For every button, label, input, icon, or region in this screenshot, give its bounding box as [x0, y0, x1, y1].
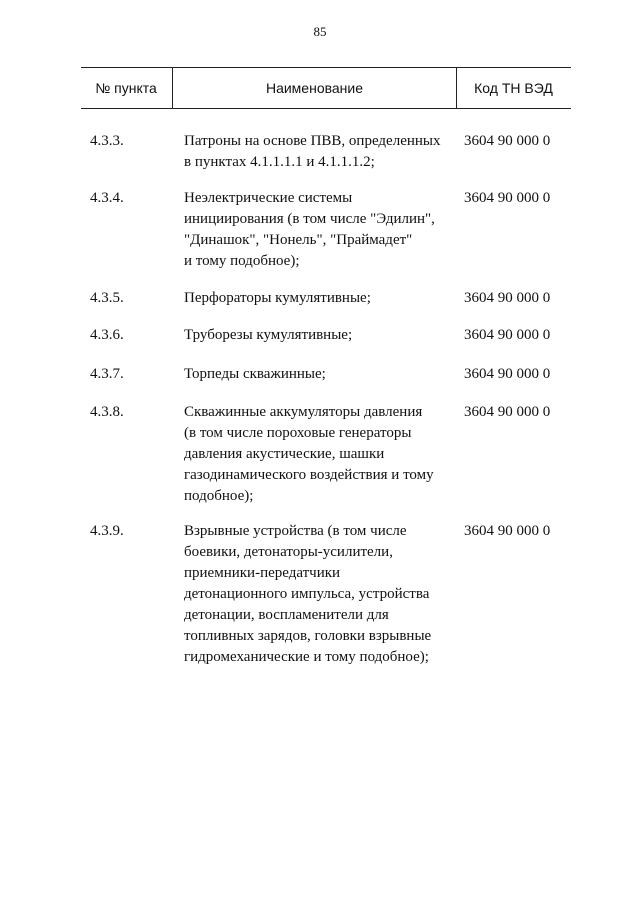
- item-name-line: Неэлектрические системы: [184, 190, 353, 206]
- item-code: 3604 90 000 0: [464, 327, 551, 343]
- item-name-line: гидромеханические и тому подобное);: [184, 649, 429, 665]
- item-code: 3604 90 000 0: [464, 404, 551, 420]
- item-code: 3604 90 000 0: [464, 190, 551, 206]
- item-name-line: топливных зарядов, головки взрывные: [184, 628, 432, 644]
- item-name-line: подобное);: [184, 488, 254, 504]
- item-name-line: "Динашок", "Нонель", "Праймадет": [184, 232, 413, 248]
- item-name-line: газодинамического воздействия и тому: [184, 467, 434, 483]
- item-number: 4.3.5.: [90, 290, 124, 306]
- item-number: 4.3.3.: [90, 133, 124, 149]
- item-name-line: инициирования (в том числе "Эдилин",: [184, 211, 435, 227]
- item-name-line: и тому подобное);: [184, 253, 300, 269]
- item-number: 4.3.9.: [90, 523, 124, 539]
- item-name-line: Торпеды скважинные;: [184, 366, 326, 382]
- item-code: 3604 90 000 0: [464, 523, 551, 539]
- item-name: [184, 325, 456, 346]
- header-name: Наименование: [172, 68, 457, 108]
- item-name-line: детонационного импульса, устройства: [184, 586, 430, 602]
- item-number: 4.3.7.: [90, 366, 124, 382]
- item-name: [184, 131, 456, 173]
- item-number: 4.3.4.: [90, 190, 124, 206]
- item-number: 4.3.8.: [90, 404, 124, 420]
- item-name-line: приемники-передатчики: [184, 565, 341, 581]
- item-name-line: боевики, детонаторы-усилители,: [184, 544, 393, 560]
- item-code: 3604 90 000 0: [464, 290, 551, 306]
- item-name-line: Труборезы кумулятивные;: [184, 327, 353, 343]
- item-name-line: Перфораторы кумулятивные;: [184, 290, 371, 306]
- item-name: [184, 288, 456, 309]
- item-name-line: Скважинные аккумуляторы давления: [184, 404, 423, 420]
- header-code: Код ТН ВЭД: [474, 80, 553, 96]
- item-name-line: Патроны на основе ПВВ, определенных: [184, 133, 441, 149]
- item-code: 3604 90 000 0: [464, 366, 551, 382]
- item-name-line: (в том числе пороховые генераторы: [184, 425, 412, 441]
- item-name: [184, 521, 456, 668]
- item-name-line: давления акустические, шашки: [184, 446, 385, 462]
- item-name-line: в пунктах 4.1.1.1.1 и 4.1.1.1.2;: [184, 154, 375, 170]
- item-name-line: Взрывные устройства (в том числе: [184, 523, 407, 539]
- table-header: [81, 67, 571, 109]
- item-name-line: детонации, воспламенители для: [184, 607, 389, 623]
- item-number: 4.3.6.: [90, 327, 124, 343]
- header-number: № пункта: [95, 80, 157, 96]
- page-number: 85: [313, 24, 327, 39]
- item-name: [184, 402, 456, 507]
- item-name: [184, 364, 456, 385]
- item-code: 3604 90 000 0: [464, 133, 551, 149]
- item-name: [184, 188, 456, 272]
